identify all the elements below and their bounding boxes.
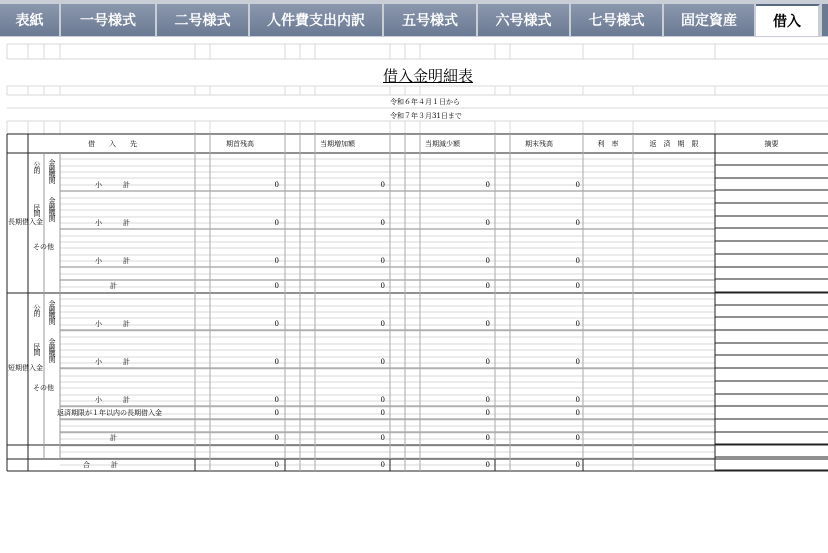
long-other-label: その他 <box>33 243 54 251</box>
long-other-subtotal-closing-value[interactable]: 0 <box>575 257 580 265</box>
short-public-subtotal-closing-value[interactable]: 0 <box>575 320 580 328</box>
long-other-subtotal-increase-value[interactable]: 0 <box>380 257 385 265</box>
long-public-label: 公的 <box>33 161 41 173</box>
grand-total-row-label: 合 計 <box>83 461 118 469</box>
long-public-subtotal-opening-value[interactable]: 0 <box>274 181 279 189</box>
long-public-subtotal-decrease-value[interactable]: 0 <box>485 181 490 189</box>
long-other-subtotal-decrease-value[interactable]: 0 <box>485 257 490 265</box>
current-portion-row-opening-value[interactable]: 0 <box>274 409 279 417</box>
short-other-subtotal-opening-value[interactable]: 0 <box>274 396 279 404</box>
short-public-subtotal-opening-value[interactable]: 0 <box>274 320 279 328</box>
tab-form-5[interactable]: 五号様式 <box>384 4 478 36</box>
tab-fixed-assets[interactable]: 固定資産 <box>664 4 756 36</box>
short-other-subtotal-increase-value[interactable]: 0 <box>380 396 385 404</box>
short-private-financial-label: 金融機関 <box>48 338 56 362</box>
grand-total-row-decrease-value[interactable]: 0 <box>485 461 490 469</box>
borrowings-sheet <box>0 37 828 553</box>
long-public-subtotal-closing-value[interactable]: 0 <box>575 181 580 189</box>
short-private-subtotal-closing-value[interactable]: 0 <box>575 358 580 366</box>
current-portion-row-closing-value[interactable]: 0 <box>575 409 580 417</box>
tab-form-2[interactable]: 二号様式 <box>157 4 250 36</box>
short-other-subtotal-closing-value[interactable]: 0 <box>575 396 580 404</box>
short-private-subtotal-increase-value[interactable]: 0 <box>380 358 385 366</box>
tab-form-6[interactable]: 六号様式 <box>478 4 571 36</box>
grand-total-row-closing-value[interactable]: 0 <box>575 461 580 469</box>
short-other-subtotal-label: 小 計 <box>95 396 130 404</box>
long-private-subtotal-closing-value[interactable]: 0 <box>575 219 580 227</box>
long-term-label: 長期借入金 <box>8 218 43 226</box>
long-public-financial-label: 金融機関 <box>48 159 56 183</box>
short-other-subtotal-decrease-value[interactable]: 0 <box>485 396 490 404</box>
sheet-title: 借入金明細表 <box>383 67 474 85</box>
header-closing-balance: 期末残高 <box>525 140 553 148</box>
header-opening-balance: 期首残高 <box>226 140 254 148</box>
long-public-subtotal-label: 小 計 <box>95 181 130 189</box>
short-public-subtotal-label: 小 計 <box>95 320 130 328</box>
long-term-total-decrease-value[interactable]: 0 <box>485 282 490 290</box>
short-private-subtotal-decrease-value[interactable]: 0 <box>485 358 490 366</box>
period-to: 令和７年３月31日まで <box>390 112 462 120</box>
long-private-subtotal-opening-value[interactable]: 0 <box>274 219 279 227</box>
short-private-subtotal-label: 小 計 <box>95 358 130 366</box>
long-term-total-closing-value[interactable]: 0 <box>575 282 580 290</box>
short-public-subtotal-decrease-value[interactable]: 0 <box>485 320 490 328</box>
short-term-total-increase-value[interactable]: 0 <box>380 434 385 442</box>
tab-cover[interactable]: 表紙 <box>0 4 61 36</box>
long-private-subtotal-label: 小 計 <box>95 219 130 227</box>
short-term-total-closing-value[interactable]: 0 <box>575 434 580 442</box>
tab-borrowings[interactable]: 借入 <box>756 4 820 36</box>
header-repayment-term: 返 済 期 限 <box>649 140 699 148</box>
long-term-total-opening-value[interactable]: 0 <box>274 282 279 290</box>
current-portion-row-increase-value[interactable]: 0 <box>380 409 385 417</box>
short-public-subtotal-increase-value[interactable]: 0 <box>380 320 385 328</box>
tab-bar-edge <box>822 4 828 36</box>
long-private-subtotal-decrease-value[interactable]: 0 <box>485 219 490 227</box>
long-public-subtotal-increase-value[interactable]: 0 <box>380 181 385 189</box>
short-public-label: 公的 <box>33 304 41 316</box>
long-other-subtotal-opening-value[interactable]: 0 <box>274 257 279 265</box>
short-public-financial-label: 金融機関 <box>48 300 56 324</box>
long-term-total-label: 計 <box>110 282 117 290</box>
current-portion-row-decrease-value[interactable]: 0 <box>485 409 490 417</box>
period-from: 令和６年４月１日から <box>390 98 460 106</box>
long-term-total-increase-value[interactable]: 0 <box>380 282 385 290</box>
short-term-label: 短期借入金 <box>8 364 43 372</box>
header-decrease: 当期減少額 <box>425 140 460 148</box>
sheet-tab-bar <box>0 0 828 37</box>
short-private-label: 民間 <box>33 343 41 355</box>
header-interest-rate: 利 率 <box>597 140 619 148</box>
short-private-subtotal-opening-value[interactable]: 0 <box>274 358 279 366</box>
long-other-subtotal-label: 小 計 <box>95 257 130 265</box>
tab-form-7[interactable]: 七号様式 <box>571 4 664 36</box>
short-other-label: その他 <box>33 384 54 392</box>
grand-total-row-increase-value[interactable]: 0 <box>380 461 385 469</box>
long-private-financial-label: 金融機関 <box>48 197 56 221</box>
long-private-label: 民間 <box>33 204 41 216</box>
header-lender: 借 入 先 <box>88 140 137 148</box>
short-term-total-decrease-value[interactable]: 0 <box>485 434 490 442</box>
tab-personnel-expenses[interactable]: 人件費支出内訳 <box>250 4 384 36</box>
header-increase: 当期増加額 <box>320 140 355 148</box>
tab-form-1[interactable]: 一号様式 <box>61 4 157 36</box>
header-memo: 摘要 <box>764 140 779 148</box>
grand-total-row-opening-value[interactable]: 0 <box>274 461 279 469</box>
long-private-subtotal-increase-value[interactable]: 0 <box>380 219 385 227</box>
short-term-total-opening-value[interactable]: 0 <box>274 434 279 442</box>
current-portion-row-label: 返済期限が１年以内の長期借入金 <box>57 409 162 417</box>
short-term-total-label: 計 <box>110 434 117 442</box>
